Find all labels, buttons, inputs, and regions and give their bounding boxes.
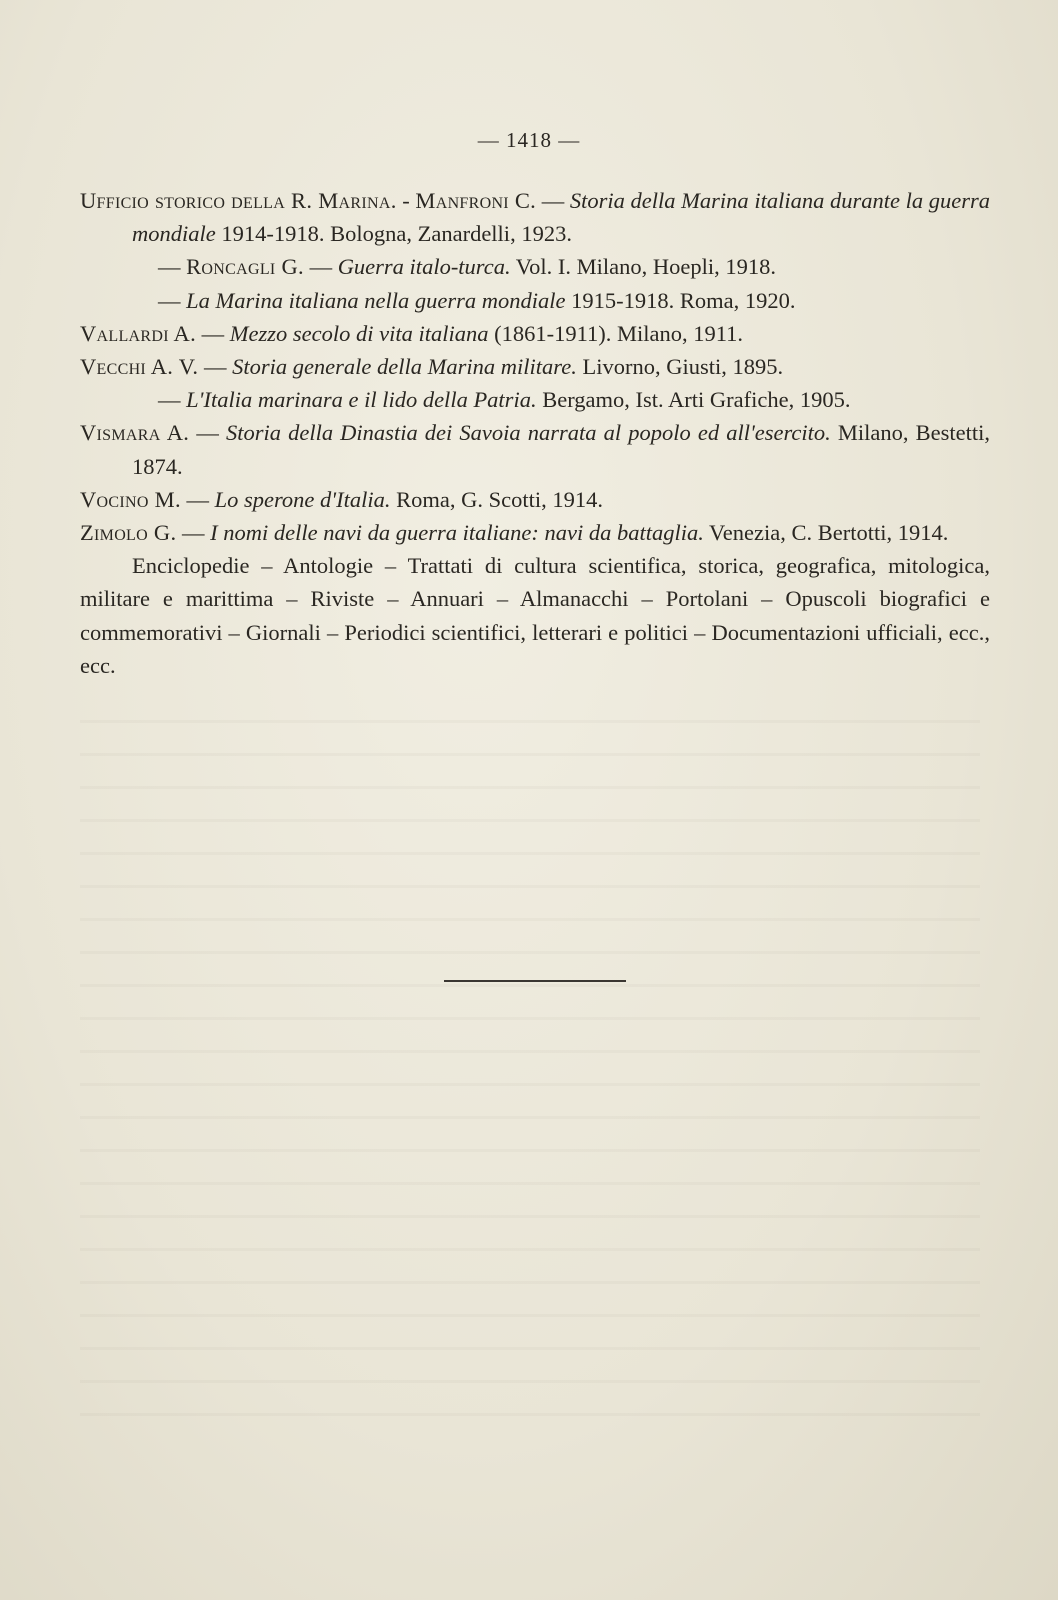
- closing-paragraph: Enciclopedie – Antologie – Trattati di cultura scientifica, storica, geografica, mitologica, militare e marittima – Riviste – Annuari – Almanacchi – Portolani – Opuscoli biografici e commemorativi – Giornali – Periodici scientifici, letterari e politici – Documentazioni ufficiali, ecc., ecc.: [80, 553, 990, 678]
- entry-publication: Venezia, C. Bertotti, 1914.: [703, 520, 949, 546]
- end-rule: [444, 980, 626, 982]
- bibliography-entry: Ufficio storico della R. Marina. - Manfroni C. — Storia della Marina italiana durante la guerra mondiale 1914-1918. Bologna, Zanardelli, 1923.: [80, 188, 991, 247]
- page-number: — 1418 —: [477, 128, 581, 152]
- bibliography-entry: Zimolo G. — I nomi delle navi da guerra italiane: navi da battaglia. Venezia, C. Bertotti, 1914.: [80, 520, 949, 546]
- entry-title: Mezzo secolo di vita italiana: [229, 320, 489, 346]
- entry-title: Lo sperone d'Italia.: [214, 486, 391, 512]
- bibliography-list: [80, 184, 990, 682]
- entry-publication: (1861-1911). Milano, 1911.: [488, 320, 744, 346]
- entry-publication: 1915-1918. Roma, 1920.: [565, 287, 796, 313]
- entry-publication: Milano, Bestetti, 1874.: [132, 420, 990, 479]
- entry-title: Guerra italo-turca.: [337, 254, 511, 280]
- entry-author: Vecchi A. V.: [80, 354, 199, 380]
- entry-author: Vismara A.: [80, 420, 190, 446]
- bibliography-entry: Vismara A. — Storia della Dinastia dei Savoia narrata al popolo ed all'esercito. Milano, Bestetti, 1874.: [80, 420, 990, 479]
- entry-title: Storia della Marina italiana durante la guerra mondiale: [132, 188, 991, 247]
- entry-author: Vocino M.: [80, 486, 181, 512]
- entry-title: L'Italia marinara e il lido della Patria.: [186, 387, 537, 413]
- bibliography-entry: — La Marina italiana nella guerra mondiale 1915-1918. Roma, 1920.: [158, 287, 796, 313]
- entry-title: La Marina italiana nella guerra mondiale: [186, 287, 566, 313]
- bibliography-entry: Vocino M. — Lo sperone d'Italia. Roma, G. Scotti, 1914.: [80, 486, 603, 512]
- bibliography-entry: Vecchi A. V. — Storia generale della Marina militare. Livorno, Giusti, 1895.: [80, 354, 784, 380]
- entry-author: Roncagli G.: [186, 254, 304, 280]
- entry-publication: 1914-1918. Bologna, Zanardelli, 1923.: [215, 221, 572, 247]
- entry-author: Manfroni C.: [415, 188, 537, 213]
- bibliography-entry: — L'Italia marinara e il lido della Patria. Bergamo, Ist. Arti Grafiche, 1905.: [158, 387, 851, 413]
- entry-title: I nomi delle navi da guerra italiane: navi da battaglia.: [210, 520, 704, 546]
- bibliography-entry: — Roncagli G. — Guerra italo-turca. Vol. I. Milano, Hoepli, 1918.: [158, 254, 777, 280]
- entry-publication: Livorno, Giusti, 1895.: [576, 354, 784, 380]
- entry-publication: Vol. I. Milano, Hoepli, 1918.: [510, 254, 777, 280]
- entry-title: Storia generale della Marina militare.: [232, 354, 577, 380]
- entry-author: Vallardi A.: [80, 320, 197, 346]
- entry-title: Storia della Dinastia dei Savoia narrata al popolo ed all'esercito.: [225, 420, 831, 446]
- entry-publication: Bergamo, Ist. Arti Grafiche, 1905.: [536, 387, 851, 413]
- show-through-text: [80, 720, 980, 1420]
- entry-publication: Roma, G. Scotti, 1914.: [390, 486, 603, 512]
- bibliography-entry: Vallardi A. — Mezzo secolo di vita italiana (1861-1911). Milano, 1911.: [80, 320, 744, 346]
- entry-author: Ufficio storico della R. Marina.: [80, 188, 397, 213]
- entry-author: Zimolo G.: [80, 520, 177, 546]
